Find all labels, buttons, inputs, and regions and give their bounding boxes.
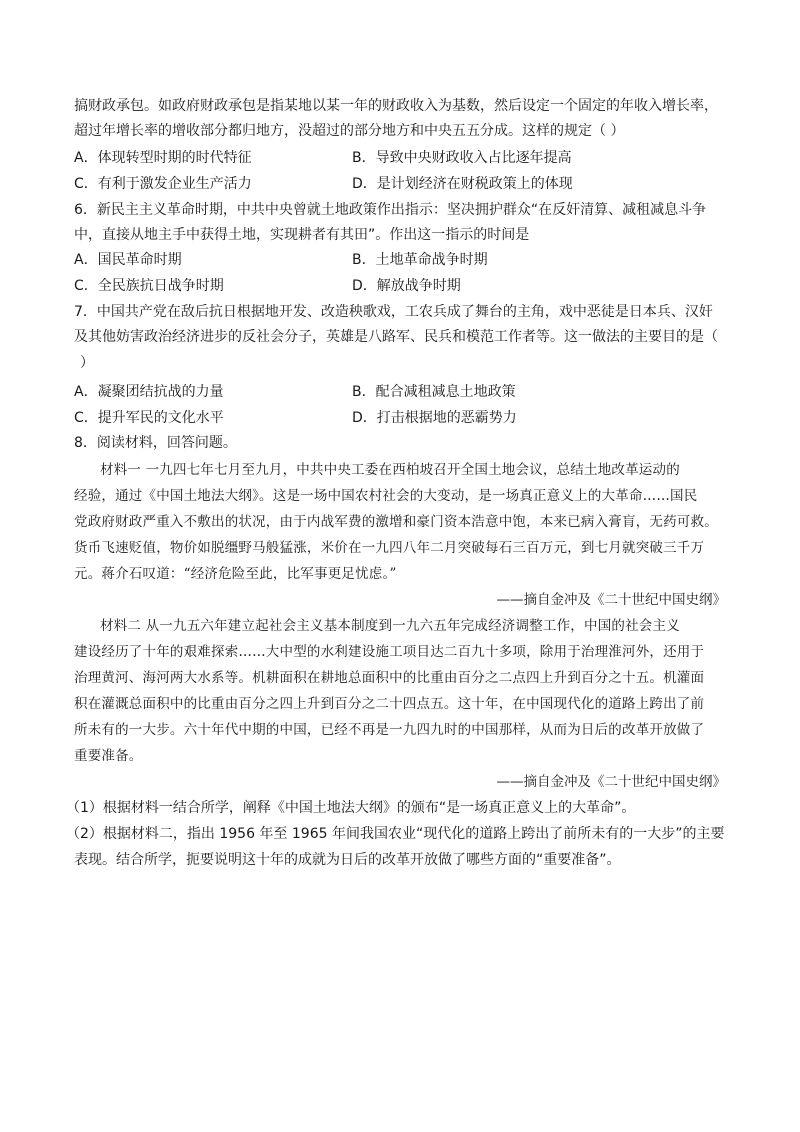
q7-option-a: A．凝聚团结抗战的力量 <box>74 384 224 400</box>
q7-option-b: B．配合减租减息土地政策 <box>352 384 516 400</box>
material2-line: 所未有的一大步。六十年代中期的中国，已经不再是一九四九时的中国那样，从而为日后的改革开放做了 <box>74 722 705 738</box>
q5-option-d: D．是计划经济在财税政策上的体现 <box>352 176 573 192</box>
q7-option-d: D．打击根据地的恶霸势力 <box>352 410 517 426</box>
q5-stem-line1: 搞财政承包。如政府财政承包是指某地以某一年的财政收入为基数，然后设定一个固定的年收入增长率， <box>74 98 718 114</box>
material2-source: ——摘自金冲及《二十世纪中国史纲》 <box>496 774 726 790</box>
q5-option-b: B．导致中央财政收入占比逐年提高 <box>352 150 572 166</box>
material1-line: 党政府财政严重入不敷出的状况，由于内战军费的激增和豪门资本浩意中饱，本来已病入膏肓，无药可救。 <box>74 514 718 530</box>
material1-line: 货币飞速贬值，物价如脱缰野马般猛涨，米价在一九四八年二月突破每石三百万元，到七月就突破三千万 <box>74 540 705 556</box>
q8-sub1: （1）根据材料一结合所学，阐释《中国土地法大纲》的颁布“是一场真正意义上的大革命”。 <box>66 800 636 816</box>
material2-line: 积在灌溉总面积中的比重由百分之四上升到百分之二十四点五。这十年，在中国现代化的道路上跨出了前 <box>74 696 705 712</box>
material1-line: 经验，通过《中国土地法大纲》。这是一场中国农村社会的大变动，是一场真正意义上的大革命……国民 <box>74 488 698 504</box>
q8-sub2-line1: （2）根据材料二，指出 1956 年至 1965 年间我国农业“现代化的道路上跨出了前所未有的一大步”的主要 <box>66 826 725 842</box>
material2-line: 材料二 从一九五六年建立起社会主义基本制度到一九六五年完成经济调整工作，中国的社会主义 <box>100 618 680 634</box>
material2-line: 建设经历了十年的艰难探索……大中型的水利建设施工项目达二百九十多项，除用于治理淮河外，还用于 <box>74 644 705 660</box>
q6-option-a: A．国民革命时期 <box>74 252 182 268</box>
q5-option-a: A．体现转型时期的时代特征 <box>74 150 252 166</box>
material1-line: 元。蒋介石叹道：“经济危险至此，比军事更足忧虑。” <box>74 566 397 582</box>
material2-line: 治理黄河、海河两大水系等。机耕面积在耕地总面积中的比重由百分之二点四上升到百分之十五。机灌面 <box>74 670 705 686</box>
q7-stem-line3: ） <box>80 355 94 371</box>
q8-sub2-line2: 表现。结合所学，扼要说明这十年的成就为日后的改革开放做了哪些方面的“重要准备”。 <box>74 852 621 868</box>
q5-stem-line2: 超过年增长率的增收部分都归地方，没超过的部分地方和中央五五分成。这样的规定（ ） <box>74 123 625 139</box>
q6-stem-line2: 中，直接从地主手中获得土地，实现耕者有其田”。作出这一指示的时间是 <box>74 227 530 243</box>
q8-intro: 8．阅读材料，回答问题。 <box>74 435 237 451</box>
q7-option-c: C．提升军民的文化水平 <box>74 410 224 426</box>
q5-option-c: C．有利于激发企业生产活力 <box>74 176 252 192</box>
q6-stem-line1: 6．新民主主义革命时期，中共中央曾就土地政策作出指示：坚决拥护群众“在反奸清算、减租减息斗争 <box>74 202 707 218</box>
q6-option-c: C．全民族抗日战争时期 <box>74 278 224 294</box>
material2-line: 重要准备。 <box>74 748 143 764</box>
q6-option-d: D．解放战争时期 <box>352 278 461 294</box>
q7-stem-line1: 7．中国共产党在敌后抗日根据地开发、改造秧歌戏，工农兵成了舞台的主角，戏中恶徒是日本兵、汉奸 <box>74 304 713 320</box>
material1-line: 材料一 一九四七年七月至九月，中共中央工委在西柏坡召开全国土地会议，总结土地改革运动的 <box>100 462 680 478</box>
q6-option-b: B．土地革命战争时期 <box>352 252 488 268</box>
q7-stem-line2: 及其他妨害政治经济进步的反社会分子，英雄是八路军、民兵和模范工作者等。这一做法的主要目的是（ <box>74 329 718 345</box>
material1-source: ——摘自金冲及《二十世纪中国史纲》 <box>496 592 726 608</box>
